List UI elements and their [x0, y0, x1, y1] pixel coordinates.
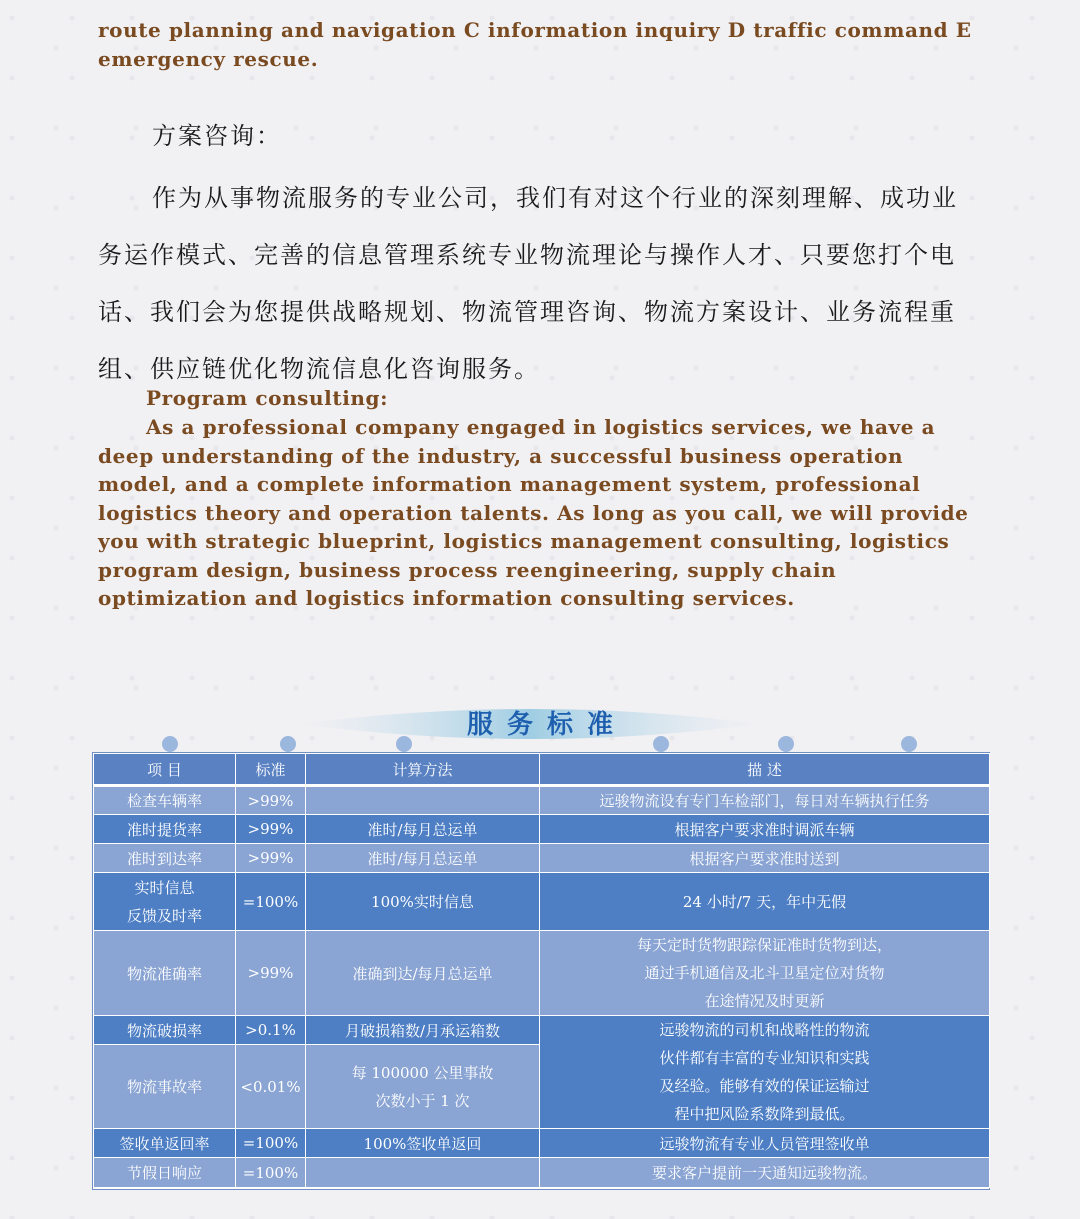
cell-line: 通过手机通信及北斗卫星定位对货物 — [644, 964, 885, 982]
cell-standard: >99% — [236, 815, 306, 844]
cell-description: 24 小时/7 天，年中无假 — [540, 873, 990, 931]
table-row — [94, 786, 990, 815]
header-standard: 标准 — [236, 754, 306, 786]
cell-method: 月破损箱数/月承运箱数 — [306, 1016, 540, 1045]
cell-description-shared — [540, 1016, 990, 1129]
table-row — [94, 1016, 990, 1045]
service-standard-table — [92, 752, 990, 1190]
cell-description: 根据客户要求准时送到 — [540, 844, 990, 873]
cell-method: 准时/每月总运单 — [306, 844, 540, 873]
cell-item: 物流事故率 — [94, 1045, 236, 1129]
cell-standard: >99% — [236, 786, 306, 815]
cell-item: 节假日响应 — [94, 1158, 236, 1188]
consulting-body-en: As a professional company engaged in logistics services, we have a deep understanding of the industry, a successful business operation model, and a complete information management system, professional logistics theory and operation talents. As long as you call, we will provide you with strategic blueprint, logistics management consulting, logistics program design, business process reengineering, supply chain optimization and logistics information consulting services. — [98, 415, 969, 610]
cell-method — [306, 786, 540, 815]
ribbon-dot — [396, 736, 412, 752]
cell-item: 签收单返回率 — [94, 1129, 236, 1158]
cell-item: 准时到达率 — [94, 844, 236, 873]
cell-item: 检查车辆率 — [94, 786, 236, 815]
header-item: 项 目 — [94, 754, 236, 786]
header-method: 计算方法 — [306, 754, 540, 786]
cell-description: 远骏物流有专业人员管理签收单 — [540, 1129, 990, 1158]
cell-line: 实时信息 — [134, 878, 195, 897]
cell-standard: =100% — [236, 873, 306, 931]
cell-line: 远骏物流的司机和战略性的物流 — [659, 1021, 870, 1039]
cell-item: 准时提货率 — [94, 815, 236, 844]
cell-method — [306, 1045, 540, 1129]
cell-method — [306, 1158, 540, 1188]
cell-description: 要求客户提前一天通知远骏物流。 — [540, 1158, 990, 1188]
table-row — [94, 931, 990, 1016]
cell-item — [94, 873, 236, 931]
table-row — [94, 1129, 990, 1158]
cell-line: 反馈及时率 — [126, 906, 202, 925]
ribbon-dot — [162, 736, 178, 752]
table-row — [94, 815, 990, 844]
cell-line: 次数小于 1 次 — [375, 1091, 470, 1110]
ribbon-dot — [901, 736, 917, 752]
cell-method: 准确到达/每月总运单 — [306, 931, 540, 1016]
cell-description: 远骏物流设有专门车检部门，每日对车辆执行任务 — [540, 786, 990, 815]
consulting-title-zh: 方案咨询： — [152, 122, 282, 150]
intro-english-fragment: route planning and navigation C information inquiry D traffic command E emergency rescue. — [98, 18, 972, 71]
table-header-row — [94, 754, 990, 786]
ribbon-dot — [280, 736, 296, 752]
header-description: 描 述 — [540, 754, 990, 786]
cell-standard: =100% — [236, 1129, 306, 1158]
table-row — [94, 1158, 990, 1188]
ribbon-dot — [778, 736, 794, 752]
cell-line: 及经验。能够有效的保证运输过 — [659, 1077, 870, 1095]
cell-method: 准时/每月总运单 — [306, 815, 540, 844]
ribbon-dot — [653, 736, 669, 752]
cell-description — [540, 931, 990, 1016]
cell-standard: >99% — [236, 844, 306, 873]
consulting-body-zh: 作为从事物流服务的专业公司，我们有对这个行业的深刻理解、成功业务运作模式、完善的信息管理系统专业物流理论与操作人才、只要您打个电话、我们会为您提供战略规划、物流管理咨询、物流方案设计、业务流程重组、供应链优化物流信息化咨询服务。 — [98, 184, 958, 383]
cell-description: 根据客户要求准时调派车辆 — [540, 815, 990, 844]
cell-line: 程中把风险系数降到最低。 — [674, 1105, 855, 1123]
cell-method: 100%签收单返回 — [306, 1129, 540, 1158]
cell-standard: <0.01% — [236, 1045, 306, 1129]
cell-line: 在途情况及时更新 — [704, 992, 825, 1010]
cell-standard: >99% — [236, 931, 306, 1016]
consulting-title-en: Program consulting: — [146, 386, 389, 410]
cell-line: 每 100000 公里事故 — [351, 1063, 494, 1082]
table-row — [94, 844, 990, 873]
table-row — [94, 873, 990, 931]
cell-line: 每天定时货物跟踪保证准时货物到达， — [636, 936, 892, 954]
service-standard-title: 服务标准 — [466, 710, 627, 740]
cell-item: 物流破损率 — [94, 1016, 236, 1045]
cell-standard: >0.1% — [236, 1016, 306, 1045]
cell-method: 100%实时信息 — [306, 873, 540, 931]
cell-line: 伙伴都有丰富的专业知识和实践 — [659, 1049, 870, 1067]
cell-standard: =100% — [236, 1158, 306, 1188]
cell-item: 物流准确率 — [94, 931, 236, 1016]
